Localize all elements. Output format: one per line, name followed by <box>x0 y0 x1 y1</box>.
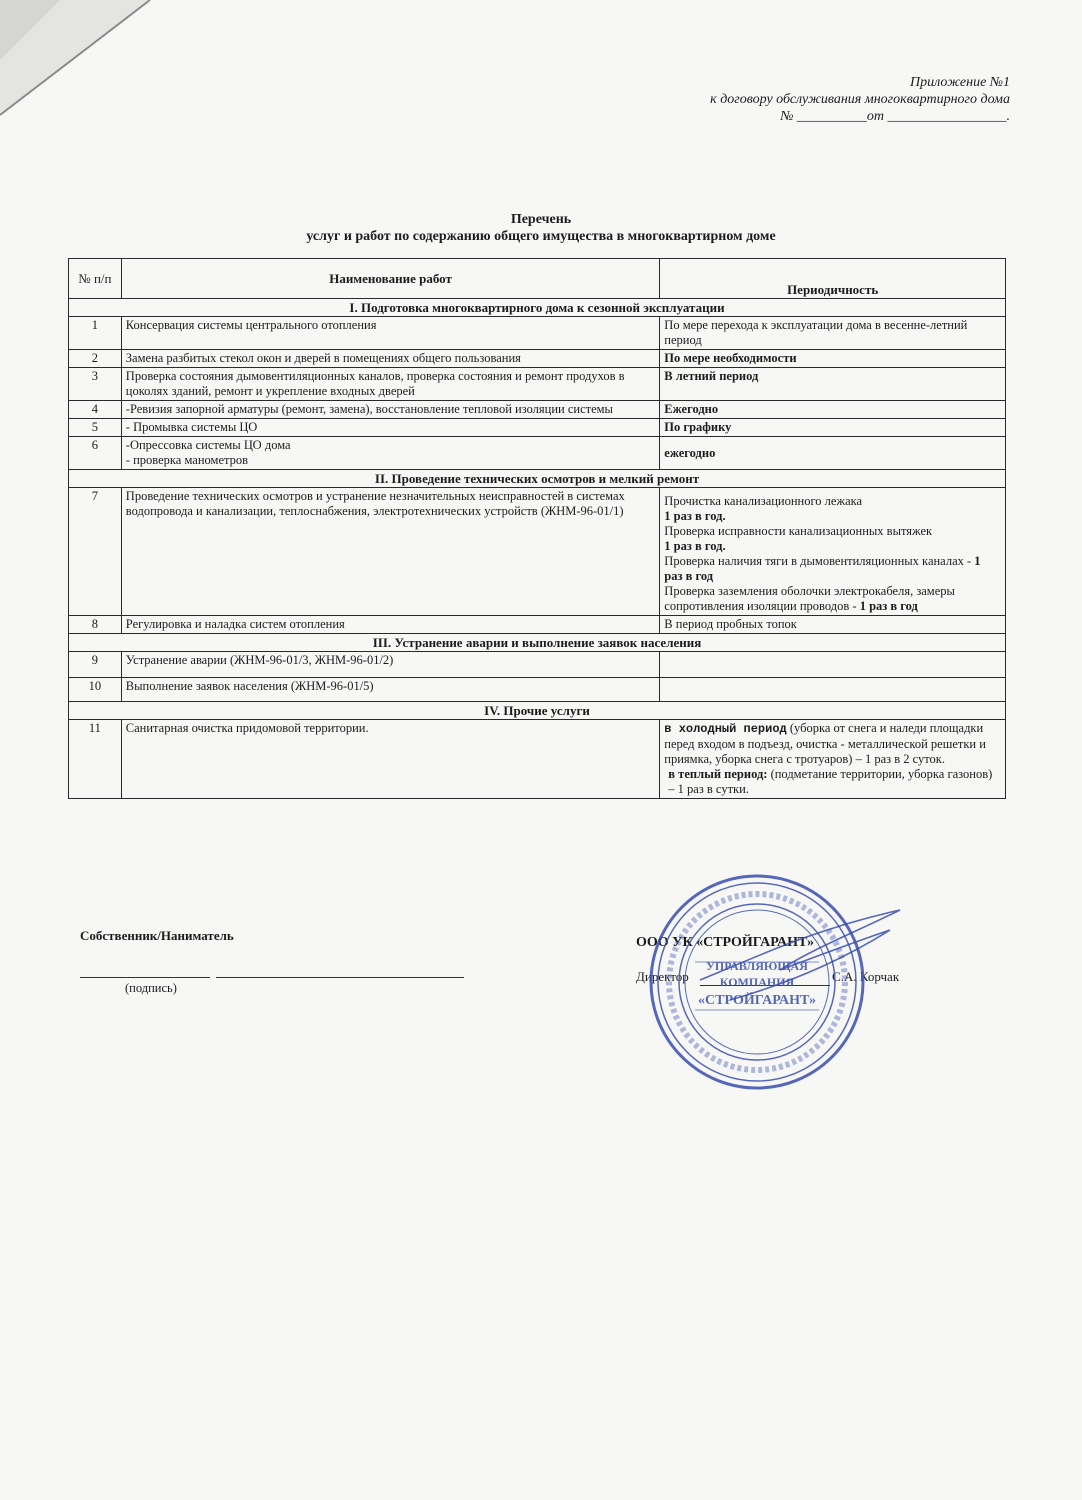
period-cold-label: в холодный период <box>664 722 787 736</box>
table-row <box>69 678 1006 702</box>
owner-label: Собственник/Наниматель <box>80 928 234 943</box>
signature-line-short <box>80 977 210 978</box>
row-name: Санитарная очистка придомовой территории. <box>121 720 660 799</box>
period-item-4 <box>664 584 1001 614</box>
row-period <box>660 488 1006 616</box>
row-period: По мере необходимости <box>660 350 1006 368</box>
table-row <box>69 488 1006 616</box>
table-row <box>69 437 1006 470</box>
period-warm-text: (подметание территории, уборка газонов) – 1 раз в сутки. <box>668 767 993 796</box>
table-row <box>69 720 1006 799</box>
appendix-line-1: Приложение №1 <box>910 75 1010 90</box>
appendix-header <box>710 74 1010 125</box>
row-name: -Ревизия запорной арматуры (ремонт, замена), восстановление тепловой изоляции системы <box>121 401 660 419</box>
row-num: 10 <box>69 678 122 702</box>
section-3-title: III. Устранение аварии и выполнение заявок населения <box>69 634 1006 652</box>
row-name: Замена разбитых стекол окон и дверей в помещениях общего пользования <box>121 350 660 368</box>
table-row <box>69 419 1006 437</box>
header-period: Периодичность <box>660 259 1006 299</box>
row-period <box>660 720 1006 799</box>
row-name: Устранение аварии (ЖНМ-96-01/3, ЖНМ-96-01/2) <box>121 652 660 678</box>
period-item-1: Прочистка канализационного лежака <box>664 494 863 508</box>
period-warm <box>664 767 1001 797</box>
row-num: 4 <box>69 401 122 419</box>
signature-caption: (подпись) <box>125 981 177 995</box>
handwritten-signature <box>690 900 920 1010</box>
row-name: Проведение технических осмотров и устранение незначительных неисправностей в системах водопровода и канализации, теплоснабжения, электротехнических устройств (ЖНМ-96-01/1) <box>121 488 660 616</box>
row-name: - Промывка системы ЦО <box>121 419 660 437</box>
header-name: Наименование работ <box>121 259 660 299</box>
table-row <box>69 401 1006 419</box>
row-name-line-2: - проверка манометров <box>125 453 249 467</box>
row-name <box>121 437 660 470</box>
seal-line-2: КОМПАНИЯ <box>719 975 795 989</box>
row-num: 6 <box>69 437 122 470</box>
row-name: Регулировка и наладка систем отопления <box>121 616 660 634</box>
row-num: 7 <box>69 488 122 616</box>
title-line-2: услуг и работ по содержанию общего имущества в многоквартирном доме <box>306 229 776 244</box>
row-period <box>660 652 1006 678</box>
seal-line-1: УПРАВЛЯЮЩАЯ <box>706 959 808 973</box>
table-row <box>69 616 1006 634</box>
period-item-3-text: Проверка наличия тяги в дымовентиляционных каналах - <box>664 554 975 568</box>
row-name: Проверка состояния дымовентиляционных каналов, проверка состояния и ремонт продухов в цоколях зданий, ремонт и укрепление входных дверей <box>121 368 660 401</box>
appendix-line-3: № __________от _________________. <box>780 109 1010 124</box>
row-num: 11 <box>69 720 122 799</box>
row-period: По мере перехода к эксплуатации дома в весенне-летний период <box>660 317 1006 350</box>
row-period: В период пробных топок <box>660 616 1006 634</box>
row-num: 5 <box>69 419 122 437</box>
section-row <box>69 470 1006 488</box>
document-title <box>0 211 1082 245</box>
row-num: 9 <box>69 652 122 678</box>
row-period: В летний период <box>660 368 1006 401</box>
row-name: Консервация системы центрального отопления <box>121 317 660 350</box>
row-num: 3 <box>69 368 122 401</box>
table-row <box>69 652 1006 678</box>
table-row <box>69 350 1006 368</box>
section-4-title: IV. Прочие услуги <box>69 702 1006 720</box>
period-item-3 <box>664 554 1001 584</box>
signature-line-long <box>216 977 464 978</box>
period-cold-text: (уборка от снега и наледи площадки перед входом в подъезд, очистка - металлической решетки и приямка, уборка снега с тротуаров) – 1 раз в 2 суток. <box>664 721 986 766</box>
appendix-line-2: к договору обслуживания многоквартирного дома <box>710 92 1010 107</box>
row-name-line-1: -Опрессовка системы ЦО дома <box>125 438 291 452</box>
row-num: 2 <box>69 350 122 368</box>
row-name: Выполнение заявок населения (ЖНМ-96-01/5) <box>121 678 660 702</box>
folded-corner <box>0 0 160 120</box>
table-row <box>69 368 1006 401</box>
row-period: По графику <box>660 419 1006 437</box>
header-num: № п/п <box>69 259 122 299</box>
director-name: С.А. Корчак <box>832 969 900 984</box>
row-num: 1 <box>69 317 122 350</box>
works-table <box>68 258 1006 799</box>
period-item-2-freq: 1 раз в год. <box>664 539 726 553</box>
table-row <box>69 317 1006 350</box>
title-line-1: Перечень <box>510 212 572 227</box>
period-item-4-text: Проверка заземления оболочки электрокабеля, замеры сопротивления изоляции проводов - <box>664 584 955 613</box>
section-1-title: I. Подготовка многоквартирного дома к сезонной эксплуатации <box>69 299 1006 317</box>
section-2-title: II. Проведение технических осмотров и мелкий ремонт <box>69 470 1006 488</box>
director-title: Директор <box>636 969 689 984</box>
period-item-3-freq: 1 раз в год <box>664 554 981 583</box>
section-row <box>69 634 1006 652</box>
row-period <box>660 678 1006 702</box>
table-header-row <box>69 259 1006 299</box>
section-row <box>69 299 1006 317</box>
row-num: 8 <box>69 616 122 634</box>
row-period: ежегодно <box>660 437 1006 470</box>
period-item-1-freq: 1 раз в год. <box>664 509 726 523</box>
period-warm-label: в теплый период: <box>668 767 768 781</box>
company-name: ООО УК «СТРОЙГАРАНТ» <box>636 935 815 950</box>
section-row <box>69 702 1006 720</box>
seal-line-3: «СТРОЙГАРАНТ» <box>698 993 816 1008</box>
period-item-4-freq: 1 раз в год <box>859 599 918 613</box>
row-period: Ежегодно <box>660 401 1006 419</box>
period-item-2: Проверка исправности канализационных вытяжек <box>664 524 933 538</box>
period-cold <box>664 721 1001 767</box>
